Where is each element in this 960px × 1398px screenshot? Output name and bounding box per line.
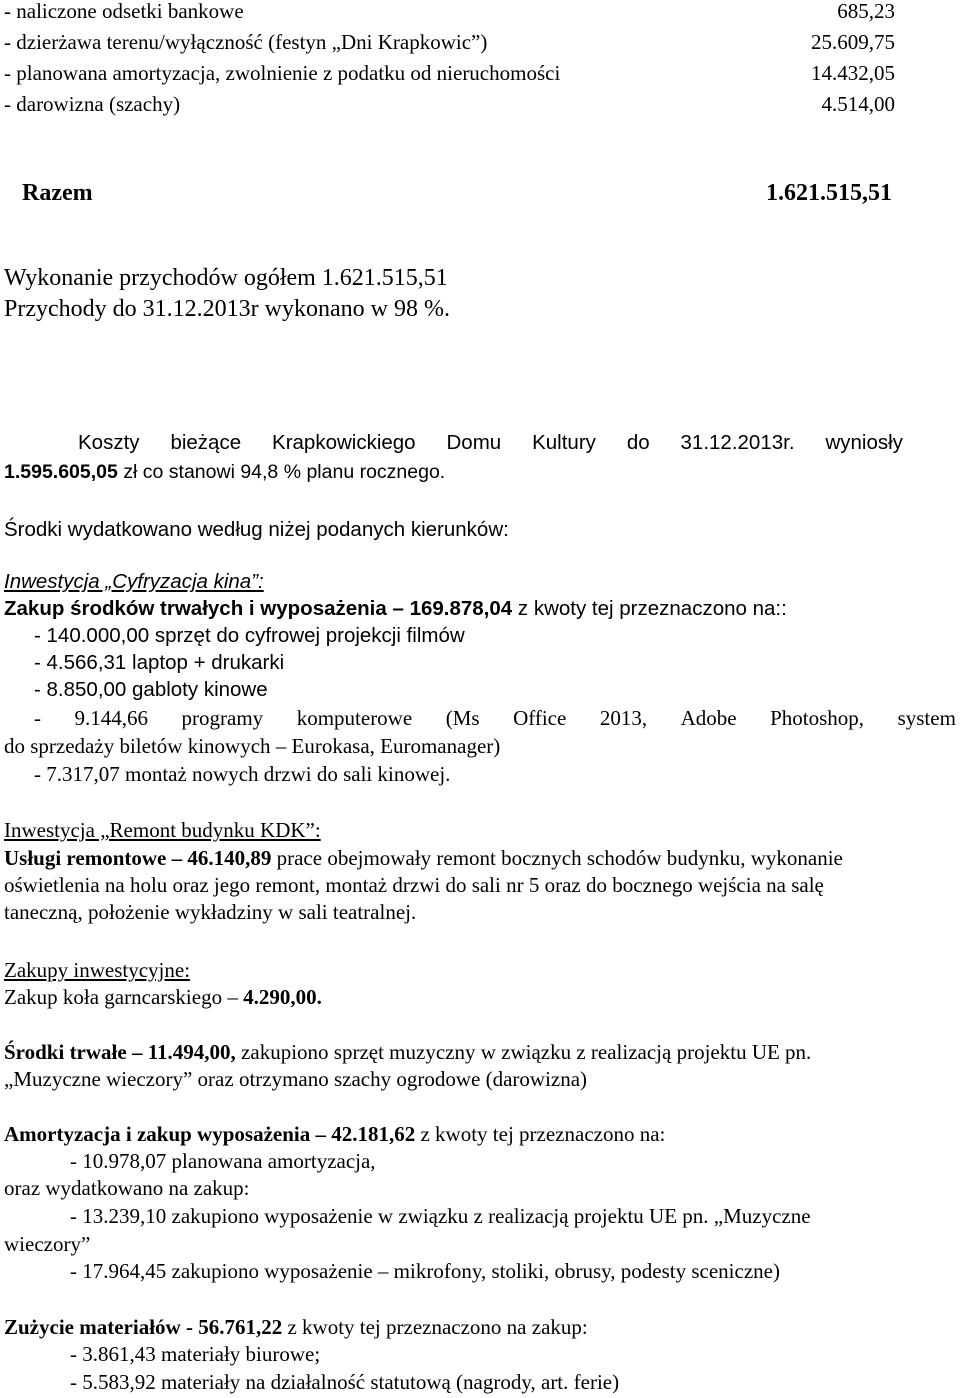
amortization-line	[4, 1121, 665, 1147]
software-word: 2013,	[599, 706, 648, 730]
costs-word: 31.12.2013r.	[680, 431, 795, 454]
inv2-services-label: Usługi remontowe – 46.140,89	[4, 846, 272, 870]
income-item-label: - darowizna (szachy)	[4, 92, 181, 116]
inv2-line-2: oświetlenia na holu oraz jego remont, montaż drzwi do sali nr 5 oraz do bocznego wejścia na salę	[4, 873, 824, 897]
amortization-item-cont: wieczory”	[4, 1232, 91, 1256]
inv3-line	[4, 984, 322, 1010]
income-item-label: - naliczone odsetki bankowe	[4, 0, 244, 23]
inv1-software-line	[34, 705, 956, 731]
inv1-item: - 140.000,00 sprzęt do cyfrowej projekcji filmów	[34, 624, 465, 647]
inv2-line-3: taneczną, położenie wykładziny w sali teatralnej.	[4, 900, 417, 924]
inv2-services-rest: prace obejmowały remont bocznych schodów budynku, wykonanie	[271, 846, 843, 870]
inv1-doors: - 7.317,07 montaż nowych drzwi do sali kinowej.	[34, 762, 451, 786]
amortization-item: - 17.964,45 zakupiono wyposażenie – mikrofony, stoliki, obrusy, podesty sceniczne)	[70, 1259, 780, 1283]
materials-rest: z kwoty tej przeznaczono na zakup:	[282, 1315, 588, 1339]
inv3-line-amount: 4.290,00.	[243, 985, 322, 1009]
inv2-services	[4, 845, 843, 871]
costs-word: Kultury	[532, 431, 596, 454]
materials-line	[4, 1314, 588, 1340]
inv3-heading: Zakupy inwestycyjne:	[4, 958, 191, 982]
amortization-item: - 10.978,07 planowana amortyzacja,	[70, 1149, 376, 1173]
costs-word: wyniosły	[825, 431, 903, 454]
inv1-heading: Inwestycja „Cyfryzacja kina”:	[4, 570, 264, 593]
costs-word: Koszty	[78, 431, 140, 454]
software-word: Office	[513, 706, 567, 730]
costs-word: do	[626, 431, 650, 454]
software-word: programy	[181, 706, 264, 730]
income-item-label: - planowana amortyzacja, zwolnienie z podatku od nieruchomości	[4, 61, 561, 85]
inv1-item: - 8.850,00 gabloty kinowe	[34, 678, 268, 701]
amortization-item: - 13.239,10 zakupiono wyposażenie w związku z realizacją projektu UE pn. „Muzyczne	[70, 1204, 811, 1228]
costs-amount: 1.595.605,05	[4, 461, 118, 483]
amortization-rest: z kwoty tej przeznaczono na:	[415, 1122, 666, 1146]
total-amount: 1.621.515,51	[766, 180, 892, 206]
materials-item: - 5.583,92 materiały na działalność statutową (nagrody, art. ferie)	[70, 1370, 620, 1394]
inv1-software-line-2: do sprzedaży biletów kinowych – Eurokasa, Euromanager)	[4, 734, 501, 758]
costs-line-2	[4, 459, 445, 485]
costs-rest: zł co stanowi 94,8 % planu rocznego.	[117, 461, 446, 483]
software-word: system	[897, 706, 956, 730]
total-label: Razem	[22, 180, 93, 206]
inv3-line-text: Zakup koła garncarskiego –	[4, 985, 244, 1009]
income-item-amount: 14.432,05	[811, 61, 895, 85]
materials-item: - 3.861,43 materiały biurowe;	[70, 1342, 321, 1366]
inv1-purchase-label: Zakup środków trwałych i wyposażenia – 169.878,04	[4, 597, 513, 620]
fixed-assets-label: Środki trwałe – 11.494,00,	[4, 1040, 236, 1064]
fixed-assets-line-2: „Muzyczne wieczory” oraz otrzymano szachy ogrodowe (darowizna)	[4, 1067, 588, 1091]
fixed-assets-line	[4, 1039, 811, 1065]
software-word: 9.144,66	[74, 706, 149, 730]
income-item-amount: 685,23	[837, 0, 895, 23]
costs-line-1	[78, 430, 903, 456]
inv1-purchase-rest: z kwoty tej przeznaczono na::	[512, 597, 787, 620]
software-word: (Ms	[445, 706, 480, 730]
inv2-heading: Inwestycja „Remont budynku KDK”:	[4, 818, 321, 842]
costs-word: Domu	[446, 431, 502, 454]
amortization-label: Amortyzacja i zakup wyposażenia – 42.181,62	[4, 1122, 416, 1146]
fixed-assets-rest: zakupiono sprzęt muzyczny w związku z realizacją projektu UE pn.	[235, 1040, 812, 1064]
inv1-item: - 4.566,31 laptop + drukarki	[34, 651, 285, 674]
costs-word: bieżące	[170, 431, 242, 454]
software-word: komputerowe	[296, 706, 413, 730]
summary-line-1: Wykonanie przychodów ogółem 1.621.515,51	[4, 265, 448, 291]
amortization-mid: oraz wydatkowano na zakup:	[4, 1176, 250, 1200]
software-word: -	[34, 706, 41, 730]
costs-word: Krapkowickiego	[272, 431, 416, 454]
directions-intro: Środki wydatkowano według niżej podanych kierunków:	[4, 518, 509, 541]
software-word: Photoshop,	[770, 706, 865, 730]
materials-label: Zużycie materiałów - 56.761,22	[4, 1315, 283, 1339]
software-word: Adobe	[680, 706, 737, 730]
income-item-amount: 25.609,75	[811, 30, 895, 54]
inv1-purchase	[4, 596, 787, 622]
income-item-label: - dzierżawa terenu/wyłączność (festyn „Dni Krapkowic”)	[4, 30, 488, 54]
summary-line-2: Przychody do 31.12.2013r wykonano w 98 %.	[4, 296, 450, 322]
income-item-amount: 4.514,00	[821, 92, 895, 116]
